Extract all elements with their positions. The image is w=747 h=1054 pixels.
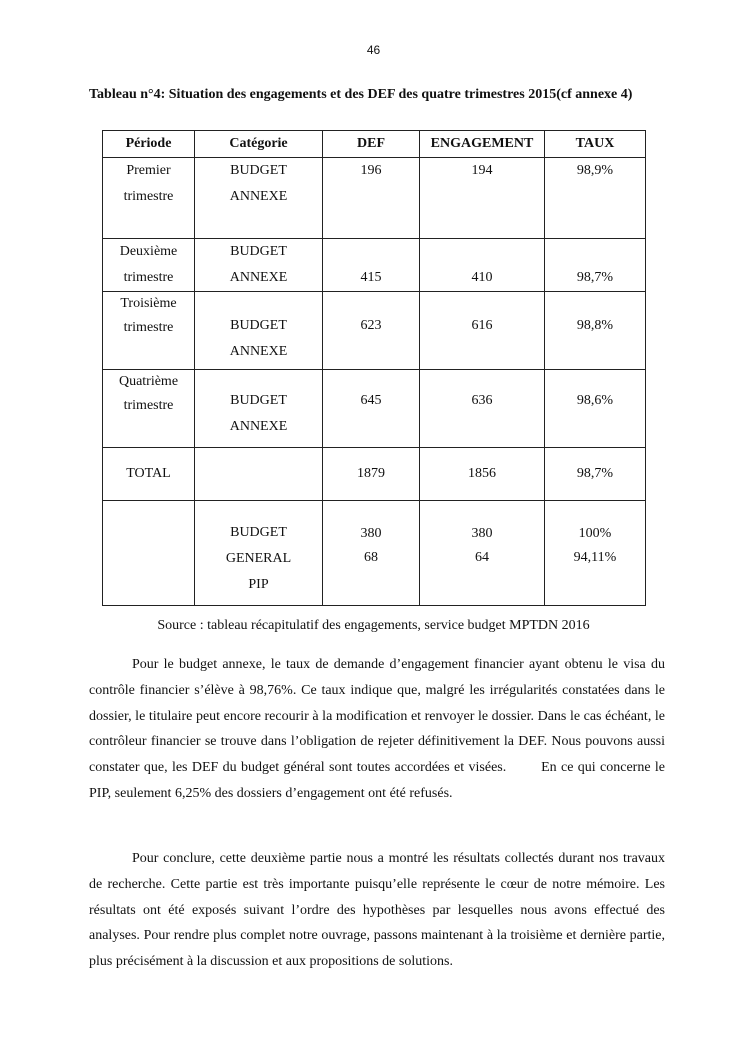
table-row-general <box>103 501 646 606</box>
cell-total-label: TOTAL <box>103 448 195 501</box>
cell-total-taux: 98,7% <box>545 448 646 501</box>
header-taux: TAUX <box>545 131 646 158</box>
paragraph-text: Pour le budget annexe, le taux de demande d’engagement financier ayant obtenu le visa du contrôle financier s’élève à 98,76%. Ce taux indique que, malgré les irrégularités constatées dans le dossier, le titulaire peut encore recourir à la modification et renvoyer le dossier. Dans le cas échéant, le contrôleur financier se trouve dans l’obligation de rejeter définitivement la DEF. Nous pouvons aussi constater que, les DEF du budget général sont toutes accordées et visées. <box>89 657 665 776</box>
cell-category: BUDGET ANNEXE <box>195 370 323 448</box>
table-row <box>103 158 646 239</box>
cell-category: BUDGET ANNEXE <box>195 292 323 370</box>
total-row <box>103 448 646 501</box>
table-caption: Tableau n°4: Situation des engagements et des DEF des quatre trimestres 2015(cf annexe 4) <box>89 87 633 102</box>
body-paragraph <box>89 652 665 807</box>
paragraph-text: En ce qui concerne le PIP, seulement 6,25% des dossiers d’engagement ont été refusés. <box>89 760 665 801</box>
page-number: 46 <box>366 43 381 57</box>
cell-total-category <box>195 448 323 501</box>
header-engagement: ENGAGEMENT <box>420 131 545 158</box>
table-row <box>103 370 646 448</box>
header-categorie: Catégorie <box>195 131 323 158</box>
table-row <box>103 239 646 292</box>
table-header-row <box>103 131 646 158</box>
cell-engagement: 636 <box>420 370 545 448</box>
cell-period <box>103 501 195 606</box>
cell-taux: 98,9% <box>545 158 646 239</box>
table-row <box>103 292 646 370</box>
header-def: DEF <box>323 131 420 158</box>
engagement-table <box>102 130 646 606</box>
body-paragraph: Pour conclure, cette deuxième partie nous a montré les résultats collectés durant nos travaux de recherche. Cette partie est très importante puisqu’elle représente le cœur de notre mémoire. Les résultats ont été exposés suivant l’ordre des hypothèses par lesquelles nous avons effectué des analyses. Pour rendre plus complet notre ouvrage, passons maintenant à la troisième et dernière partie, plus précisément à la discussion et aux propositions de solutions. <box>89 851 665 970</box>
cell-def: 623 <box>323 292 420 370</box>
cell-category: BUDGET ANNEXE <box>195 158 323 239</box>
cell-engagement: 194 <box>420 158 545 239</box>
cell-taux: 100% 94,11% <box>545 501 646 606</box>
cell-taux: 98,7% <box>545 239 646 292</box>
cell-taux: 98,8% <box>545 292 646 370</box>
cell-engagement: 616 <box>420 292 545 370</box>
cell-def: 645 <box>323 370 420 448</box>
header-periode: Période <box>103 131 195 158</box>
cell-period: Quatrième trimestre <box>103 370 195 448</box>
cell-period: Troisième trimestre <box>103 292 195 370</box>
cell-category: BUDGET ANNEXE <box>195 239 323 292</box>
cell-def: 196 <box>323 158 420 239</box>
cell-taux: 98,6% <box>545 370 646 448</box>
cell-engagement: 380 64 <box>420 501 545 606</box>
cell-period: Deuxième trimestre <box>103 239 195 292</box>
table-source: Source : tableau récapitulatif des engagements, service budget MPTDN 2016 <box>157 618 590 633</box>
cell-engagement: 410 <box>420 239 545 292</box>
cell-total-def: 1879 <box>323 448 420 501</box>
cell-def: 380 68 <box>323 501 420 606</box>
cell-category: BUDGET GENERAL PIP <box>195 501 323 606</box>
cell-total-engagement: 1856 <box>420 448 545 501</box>
cell-period: Premier trimestre <box>103 158 195 239</box>
cell-def: 415 <box>323 239 420 292</box>
